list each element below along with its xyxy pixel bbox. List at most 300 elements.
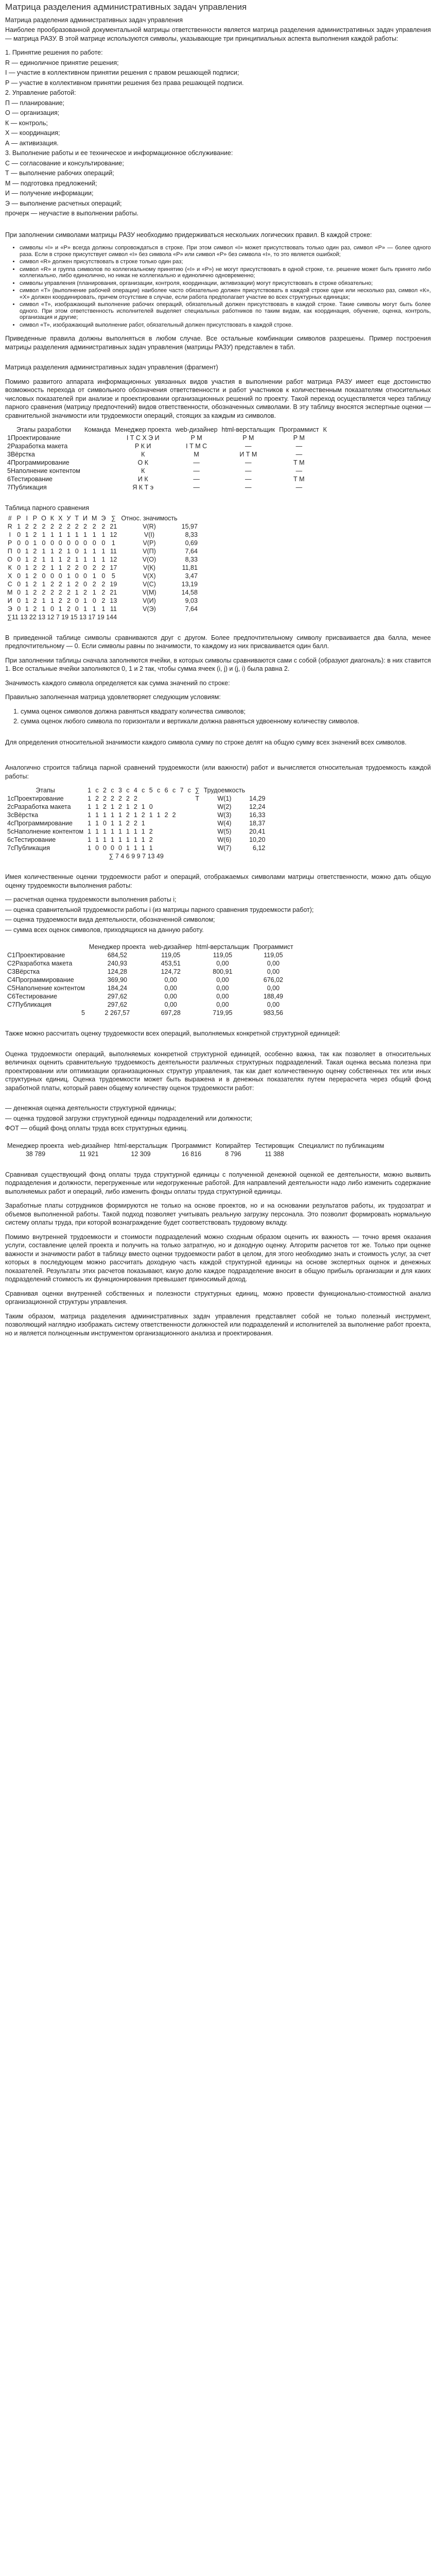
- table-cell: 2: [101, 588, 106, 596]
- table-cell: 1: [133, 836, 137, 843]
- list-line: — расчетная оценка трудоемкости выполнения работы i;: [5, 896, 177, 903]
- table-cell: V(P): [143, 539, 156, 547]
- table-cell: 21: [110, 588, 117, 596]
- table-cell: 124,72: [161, 968, 181, 975]
- table-cell: —: [193, 484, 200, 491]
- list-line: О — организация;: [5, 109, 60, 116]
- table-cell: 1: [126, 844, 130, 852]
- table-cell: К: [8, 564, 12, 571]
- table-cell: [193, 819, 202, 827]
- table-row: [5, 426, 329, 434]
- table-cell: 124,28: [107, 968, 127, 975]
- table-cell: 12: [110, 555, 117, 563]
- table-cell: 0: [42, 539, 46, 547]
- table-cell: V(И): [143, 597, 156, 604]
- table-cell: К: [323, 426, 327, 433]
- table-cell: I Т М С: [186, 443, 207, 450]
- table-cell: 0: [50, 572, 54, 580]
- table-cell: 7: [180, 787, 184, 794]
- table-cell: [321, 450, 329, 459]
- table-cell: 2: [33, 605, 37, 613]
- table-cell: 2: [118, 803, 122, 810]
- table-cell: 2: [92, 580, 96, 588]
- table-cell: 2: [66, 555, 71, 563]
- table-cell: 2: [75, 564, 79, 571]
- list-line: К — контроль;: [5, 119, 48, 127]
- table-cell: [82, 483, 113, 492]
- table-cell: 38 789: [25, 1150, 46, 1158]
- table-cell: Т М: [293, 476, 305, 483]
- table-cell: 1: [92, 605, 96, 613]
- table-cell: 2: [110, 795, 114, 802]
- table-cell: 0,00: [164, 976, 177, 984]
- table-cell: с: [142, 787, 145, 794]
- table-cell: 297,62: [107, 993, 127, 1000]
- table-cell: 5сНаполнение контентом: [7, 828, 84, 835]
- table-cell: 1: [95, 828, 99, 835]
- table-cell: 0,00: [164, 993, 177, 1000]
- paragraph: Сравнивая существующий фонд оплаты труда структурной единицы с полученной денежной оценкой ее деятельности, можно выявить подразделения и должности, перегруженные или недогруженные работой. Для направлений деятельности надо либо изменить содержание выполняемых работ и операций, либо изменить фонды оплаты труда структурной единицы.: [5, 1171, 431, 1195]
- table-cell: 0,00: [267, 1001, 280, 1008]
- table-cell: 0: [17, 547, 21, 555]
- table-cell: 1: [110, 836, 114, 843]
- table-cell: 2: [66, 564, 71, 571]
- table-row: [5, 819, 267, 827]
- table-cell: 453,51: [161, 960, 181, 967]
- table-cell: Отнoс. значимость: [121, 514, 178, 522]
- table-cell: 1: [126, 828, 130, 835]
- table-cell: 19: [110, 580, 117, 588]
- table-cell: 1: [75, 555, 79, 563]
- table-cell: 719,95: [213, 1009, 233, 1016]
- table-cell: 1: [42, 597, 46, 604]
- table-cell: [178, 819, 186, 827]
- table-cell: R: [7, 522, 12, 530]
- table-cell: 1: [17, 522, 21, 530]
- table-cell: 2Разработка макета: [7, 443, 68, 450]
- table-cell: 1: [50, 531, 54, 538]
- table-cell: 1: [88, 803, 92, 810]
- table-row: [5, 597, 200, 605]
- table-cell: [147, 819, 155, 827]
- page-title: Матрица разделения административных задач управления: [5, 2, 247, 12]
- paragraph: Помимо внутренней трудоемкости и стоимости подразделений можно сходным образом оценить их важность — точно время оказания услуги, составление целей проекта и получить на только затратную, но и доходную оценку. Алгоритм расчетов тот же. Только при оценке важности и значимости работ в таблицу вместо оценки трудоемкости работ в целом, для этого необходимо знать и стоимость услуг, за счет которых в последующем можно рассчитать доходную часть каждой структурной единицы на основе экспертных оценок и денежных показателей. Результаты этих расчетов показывают, какую долю каждое подразделение вносит в общую прибыль организации и для каких подразделений стоимость их функционирования превышает приносимый доход.: [5, 1233, 431, 1283]
- table-cell: 0,69: [185, 539, 198, 547]
- money-estimate-table: [5, 1142, 386, 1158]
- table-cell: [178, 803, 186, 811]
- table-row: [5, 580, 200, 588]
- table-cell: С7Публикация: [7, 1001, 51, 1008]
- rules-list: [5, 245, 431, 328]
- table-cell: 2: [58, 588, 62, 596]
- table-cell: 1: [88, 795, 92, 802]
- list-line: М — подготовка предложений;: [5, 179, 97, 187]
- table-cell: —: [193, 476, 200, 483]
- table-cell: 0: [17, 564, 21, 571]
- table-cell: 684,52: [107, 952, 127, 959]
- table-cell: V(П): [143, 547, 156, 555]
- table-cell: Специалист по публикациям: [298, 1142, 385, 1149]
- rule-item: • символы «I» и «P» всегда должны сопровождаться в строке. При этом символ «I» может присутствовать только один раз, символ «P» — более одного раза. Если в строке присутствует символ «I» без символа «P» или символ «P» без символа «I», то это является ошибкой;: [20, 245, 431, 258]
- table-cell: 0,00: [216, 976, 229, 984]
- table-cell: 0,00: [164, 1001, 177, 1008]
- table-cell: 2: [66, 588, 71, 596]
- list-line: Э — выполнение расчетных операций;: [5, 199, 122, 207]
- aspects-section: [5, 48, 431, 218]
- table-cell: 0: [17, 588, 21, 596]
- table-cell: [321, 434, 329, 442]
- table-cell: I: [9, 531, 11, 538]
- table-cell: С5Наполнение контентом: [7, 985, 85, 992]
- table-cell: 1: [149, 844, 153, 852]
- list-line: Х — координация;: [5, 129, 60, 137]
- table-cell: 1: [50, 555, 54, 563]
- table-cell: [170, 794, 178, 803]
- table-cell: 5: [149, 787, 153, 794]
- table-cell: #: [8, 514, 12, 522]
- aspect-2-list: [5, 99, 431, 148]
- table-cell: І: [26, 514, 28, 522]
- table-cell: 1: [118, 811, 122, 819]
- table-cell: 1: [95, 836, 99, 843]
- table-row: [5, 1009, 295, 1017]
- table-cell: 0: [58, 572, 62, 580]
- table-cell: 1: [25, 555, 29, 563]
- rule-item: • символ «Т», изображающий выполнение рабочих операций, обязательный должен присутствовать в каждой строке. Такие символы могут быть более одного. При этом ответственность исполнителей выделяет специальных работников по таким видам, как координация, обучение, оценка, контроль, организация и другие;: [20, 301, 431, 321]
- table-row: [5, 976, 295, 984]
- table-cell: 2: [42, 588, 46, 596]
- table-cell: 1: [95, 811, 99, 819]
- table-cell: [5, 943, 87, 951]
- table-cell: 11: [110, 605, 117, 613]
- table-cell: 1: [25, 588, 29, 596]
- assessment-paragraph: Оценка трудоемкости операций, выполняемых конкретной структурной единицей, особенно важна, так как позволяет в относительных величинах оценить сравнительную трудоемкость деятельности различных структурных подразделений. Такая оценка весьма полезна при проектировании или оптимизации организационных структур управления, так как дает количественную оценку собственных тех или иных структурных единиц. Оценка трудоемкости может быть выражена и в денежных показателях путем перерасчета через общий фонд заработной платы, который равен общему количеству оценок трудоемкости работ:: [5, 1050, 431, 1092]
- table-cell: Я К Т э: [132, 484, 154, 491]
- aspect-3-list: [5, 159, 431, 208]
- table-cell: 1: [88, 836, 92, 843]
- table-cell: 2: [92, 564, 96, 571]
- table-cell: V(R): [143, 522, 156, 530]
- table-cell: 1: [75, 588, 79, 596]
- table-cell: —: [295, 443, 303, 450]
- table-cell: Менеджер проекта: [7, 1142, 64, 1149]
- table-row: [5, 827, 267, 836]
- table-cell: 0,00: [216, 985, 229, 992]
- table-cell: с: [111, 787, 114, 794]
- table-row: [5, 1001, 295, 1009]
- table-cell: 1: [92, 588, 96, 596]
- condition-item: 2. сумма оценок любого символа по горизонтали и вертикали должна равняться удвоенному количеству символов.: [21, 717, 431, 726]
- list-line: R — единоличное принятие решения;: [5, 59, 119, 66]
- table-cell: 1: [126, 836, 130, 843]
- table-cell: 2: [66, 597, 71, 604]
- table-cell: 0: [118, 844, 122, 852]
- table-row: [5, 794, 267, 803]
- table-cell: [155, 844, 163, 852]
- table-cell: 188,49: [263, 993, 284, 1000]
- table-row: [5, 811, 267, 819]
- table-cell: С6Тестирование: [7, 993, 58, 1000]
- rule-item: • символ «Т» (выполнение рабочей операции) наиболее часто обязательно должен присутствовать в каждой строке одни или несколько раз, символ «К», «Х» должен координировать, причем отсутствие в случае, если работа предполагает участие во всех структурных единицах;: [20, 287, 431, 300]
- table-cell: 2: [133, 795, 137, 802]
- table-cell: 12 309: [131, 1150, 151, 1158]
- table-cell: 2: [101, 580, 106, 588]
- table-cell: 184,24: [107, 985, 127, 992]
- table-cell: [163, 844, 170, 852]
- table-cell: 0,00: [267, 960, 280, 967]
- table-cell: [163, 794, 170, 803]
- table-cell: 13: [110, 597, 117, 604]
- table-cell: 1: [92, 531, 96, 538]
- table-cell: О К: [137, 459, 148, 466]
- table-cell: 3,47: [185, 572, 198, 580]
- table-cell: [155, 827, 163, 836]
- table-cell: 1: [25, 531, 29, 538]
- fragment-title: Матрица разделения административных задач управления (фрагмент): [5, 364, 218, 371]
- table-cell: 1: [103, 828, 107, 835]
- table-cell: [321, 442, 329, 450]
- table-cell: Этапы: [36, 787, 55, 794]
- table-cell: html-верстальщик: [221, 426, 275, 433]
- table-cell: 9,03: [185, 597, 198, 604]
- table-cell: 2: [33, 588, 37, 596]
- table-cell: Программист: [279, 426, 319, 433]
- table-cell: 1: [58, 555, 62, 563]
- table-cell: 4: [133, 787, 137, 794]
- table-cell: I Т С Х Э И: [126, 434, 160, 442]
- table-cell: W(2): [217, 803, 232, 810]
- table-cell: 1: [110, 811, 114, 819]
- table-cell: 3сВёрстка: [7, 811, 39, 819]
- table-cell: 0,00: [267, 968, 280, 975]
- table-cell: Тестировщик: [255, 1142, 294, 1149]
- table-cell: 1: [103, 811, 107, 819]
- table-row: [5, 836, 267, 844]
- table-cell: 2: [33, 522, 37, 530]
- table-cell: W(5): [217, 828, 232, 835]
- table-cell: 11 388: [265, 1150, 284, 1158]
- table-cell: 2: [58, 522, 62, 530]
- table-cell: 2: [101, 597, 106, 604]
- table-cell: К: [50, 514, 55, 522]
- table-cell: 2: [50, 580, 54, 588]
- table-cell: V(Х): [143, 572, 156, 580]
- table-cell: W(1): [217, 795, 232, 802]
- table-cell: [155, 803, 163, 811]
- table-row: [5, 514, 200, 522]
- table-cell: [155, 836, 163, 844]
- table-cell: 2: [75, 580, 79, 588]
- table-cell: W(6): [217, 836, 232, 843]
- table-cell: Программист: [253, 943, 293, 951]
- table-cell: 1: [92, 547, 96, 555]
- table-cell: Р М: [242, 434, 254, 442]
- table-cell: 369,90: [107, 976, 127, 984]
- table-cell: У: [66, 514, 71, 522]
- table-cell: [178, 827, 186, 836]
- table-cell: П: [7, 547, 12, 555]
- table-cell: 2: [66, 522, 71, 530]
- table-cell: 1: [110, 828, 114, 835]
- table-cell: 3: [118, 787, 122, 794]
- table-cell: Х: [8, 572, 12, 580]
- table-cell: [193, 811, 202, 819]
- table-cell: web-дизайнер: [149, 943, 192, 951]
- table-cell: 2: [149, 828, 153, 835]
- table-cell: С2Разработка макета: [7, 960, 73, 967]
- table-cell: К: [141, 467, 145, 474]
- table-cell: 2: [149, 836, 153, 843]
- table-cell: 0: [92, 597, 96, 604]
- table-cell: 2сРазработка макета: [7, 803, 71, 810]
- table-cell: 1: [88, 811, 92, 819]
- table-cell: 0: [95, 844, 99, 852]
- condition-item: 1. сумма оценок символов должна равняться квадрату количества символов;: [21, 707, 431, 716]
- table-cell: html-верстальщик: [196, 943, 250, 951]
- table-cell: 800,91: [213, 968, 233, 975]
- table-cell: [186, 819, 193, 827]
- table-cell: 2: [126, 820, 130, 827]
- table-row: [5, 483, 329, 492]
- table-row: [5, 547, 200, 555]
- table-cell: 983,56: [263, 1009, 284, 1016]
- table-cell: 1: [42, 547, 46, 555]
- table-cell: web-дизайнер: [67, 1142, 110, 1149]
- table-cell: V(С): [143, 580, 156, 588]
- table-cell: 1: [66, 531, 71, 538]
- table-cell: 1: [118, 828, 122, 835]
- labor-distribution-table: [5, 943, 295, 1017]
- table-cell: 1: [25, 605, 29, 613]
- paragraph: Заработные платы сотрудников формируются не только на основе проектов, но и на основании результатов работы, их трудозатрат и объемов выполненной работы. Такой подход позволяет учитывать реальную загрузку персонала. Это позволит формировать нормальную систему оплаты труда, при которой вознаграждение будет соответствовать трудовому вкладу.: [5, 1202, 431, 1226]
- rule-item: • символ «R» должен присутствовать в строке только один раз;: [20, 259, 431, 265]
- table-cell: 1: [101, 531, 106, 538]
- table-cell: Команда: [84, 426, 111, 433]
- table-cell: Р: [32, 514, 38, 522]
- table-row: [5, 572, 200, 580]
- table-cell: W(7): [217, 844, 232, 852]
- table-cell: 119,05: [264, 952, 283, 959]
- table-cell: 15,97: [181, 522, 198, 530]
- table-cell: 7Публикация: [7, 484, 47, 491]
- table-row: [5, 467, 329, 475]
- table-cell: 1: [118, 820, 122, 827]
- table-row: [5, 852, 267, 860]
- table-cell: 0: [17, 539, 21, 547]
- table-cell: Менеджер проекта: [89, 943, 146, 951]
- table-cell: [82, 434, 113, 442]
- table-cell: [186, 803, 193, 811]
- table-cell: С4Программирование: [7, 976, 74, 984]
- rule-item: • символы управления (планирования, организации, контроля, координации, активизации) могут присутствовать в строке обязательно;: [20, 280, 431, 287]
- table-cell: 0: [17, 580, 21, 588]
- table-cell: 0: [75, 597, 79, 604]
- table-cell: Трудоемкость: [203, 787, 246, 794]
- table-cell: 2: [101, 564, 106, 571]
- table-cell: —: [295, 467, 303, 474]
- table-cell: 1: [88, 820, 92, 827]
- list-line: — сумма всех оценок символов, приходящихся на данную работу.: [5, 926, 204, 934]
- table-cell: 1: [66, 572, 71, 580]
- table-cell: 1: [83, 531, 87, 538]
- table-cell: 676,02: [263, 976, 284, 984]
- table-cell: [82, 467, 113, 475]
- table-cell: [163, 803, 170, 811]
- table-cell: Т: [195, 795, 200, 802]
- table-cell: 0: [101, 539, 106, 547]
- table-cell: 1: [118, 836, 122, 843]
- table-cell: С: [7, 580, 12, 588]
- table-cell: 1: [101, 605, 106, 613]
- table-cell: Программист: [171, 1142, 212, 1149]
- table-cell: W(4): [217, 820, 232, 827]
- table-cell: 8,33: [185, 531, 198, 538]
- table-cell: 11 921: [79, 1150, 99, 1158]
- table-cell: 0: [75, 547, 79, 555]
- table-cell: 1: [141, 820, 145, 827]
- table-cell: 119,05: [213, 952, 233, 959]
- table-cell: [82, 475, 113, 483]
- table-cell: 7,64: [185, 605, 198, 613]
- table-cell: [170, 819, 178, 827]
- intro-paragraph: Наиболее прообразованной документальной матрицы ответственности является матрица разделения административных задач управления — матрица РАЗУ. В этой матрице используются символы, указывающие три принципиальных аспекта выполнения каждой работы:: [5, 26, 431, 42]
- table-row: [5, 1142, 386, 1150]
- table-cell: 5: [81, 1009, 85, 1016]
- list-line: П — планирование;: [5, 99, 64, 107]
- table-cell: 1: [126, 803, 130, 810]
- table-cell: М: [92, 514, 97, 522]
- table-cell: 2: [33, 597, 37, 604]
- table-cell: К: [141, 451, 145, 458]
- table-cell: ∑: [111, 514, 116, 522]
- table-cell: 1: [58, 564, 62, 571]
- table-cell: 697,28: [161, 1009, 181, 1016]
- table-cell: 1: [42, 531, 46, 538]
- table-row: [5, 564, 200, 572]
- aspect-1-list: [5, 59, 431, 88]
- table-cell: 0: [103, 820, 107, 827]
- table-row: [5, 959, 295, 968]
- table-row: [5, 844, 267, 852]
- table-cell: V(М): [142, 588, 156, 596]
- table-row: [5, 613, 200, 621]
- table-cell: [170, 803, 178, 811]
- table-cell: web-дизайнер: [175, 426, 218, 433]
- table-cell: 1: [50, 597, 54, 604]
- table-cell: 2: [58, 580, 62, 588]
- table-cell: [321, 475, 329, 483]
- table-row: [5, 968, 295, 976]
- table-cell: 1: [25, 580, 29, 588]
- table-cell: V(О): [142, 555, 156, 563]
- aspect-2-title: 2. Управление работой:: [5, 89, 76, 96]
- table-cell: 6сТестирование: [7, 836, 56, 843]
- table-cell: Менеджер проекта: [114, 426, 171, 433]
- table-cell: 2: [42, 564, 46, 571]
- table-cell: 0,00: [216, 993, 229, 1000]
- table-cell: —: [245, 476, 252, 483]
- relative-significance-text: Для определения относительной значимости каждого символа сумму по строке делят на общую сумму всех значений всех символов.: [5, 738, 407, 746]
- table-cell: [186, 794, 193, 803]
- table-cell: 1: [83, 597, 87, 604]
- table-cell: 0: [17, 531, 21, 538]
- table-cell: 2: [126, 795, 130, 802]
- table-cell: 2: [164, 811, 168, 819]
- table-cell: 2: [58, 547, 62, 555]
- table-cell: 0: [17, 555, 21, 563]
- table-cell: 2: [58, 597, 62, 604]
- table-cell: —: [245, 484, 252, 491]
